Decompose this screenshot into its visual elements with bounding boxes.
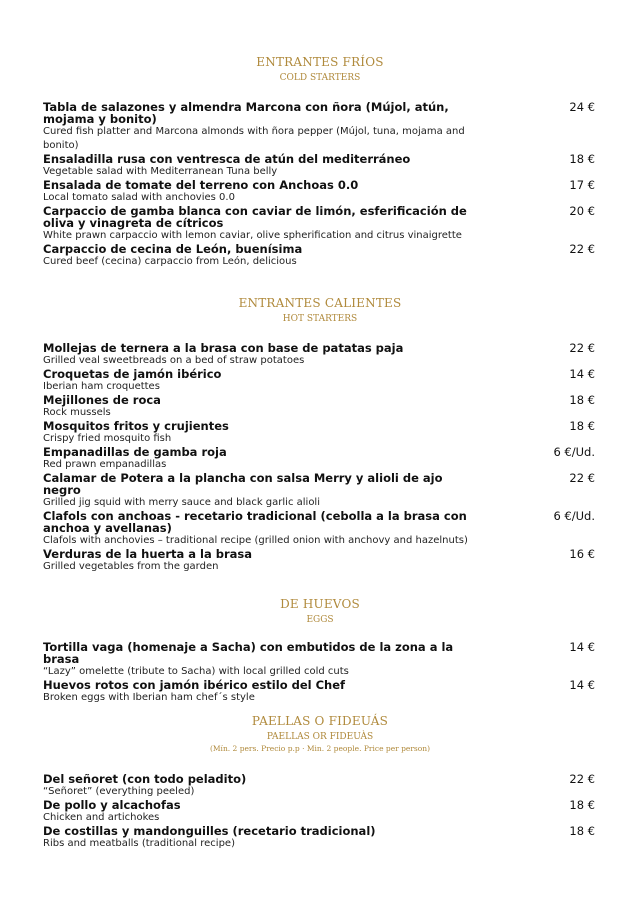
- item-name: Carpaccio de cecina de León, buenísima: [43, 242, 303, 256]
- item-description: Iberian ham croquettes: [43, 381, 160, 392]
- item-description: Vegetable salad with Mediterranean Tuna belly: [43, 166, 278, 177]
- item-description: Grilled jig squid with merry sauce and black garlic alioli: [43, 497, 320, 508]
- menu-item: [43, 641, 595, 679]
- item-name: De costillas y mandonguilles (recetario tradicional): [43, 824, 376, 838]
- item-name: Tabla de salazones y almendra Marcona con ñora (Mújol, atún, mojama y bonito): [43, 100, 449, 126]
- item-price: 14 €: [569, 640, 595, 654]
- item-name: De pollo y alcachofas: [43, 798, 181, 812]
- section-note: (Mín. 2 pers. Precio p.p · Min. 2 people. Price per person): [209, 744, 431, 753]
- menu-item: [43, 153, 595, 179]
- menu-item: [43, 179, 595, 205]
- section-subtitle: COLD STARTERS: [279, 73, 361, 83]
- item-price: 22 €: [569, 242, 595, 256]
- item-description: Broken eggs with Iberian ham chef´s style: [43, 692, 255, 703]
- section-title: PAELLAS O FIDEUÁS: [251, 714, 389, 728]
- item-description: “Lazy” omelette (tribute to Sacha) with local grilled cold cuts: [43, 666, 349, 677]
- menu-item: [43, 342, 595, 368]
- menu-item: [43, 420, 595, 446]
- item-price: 20 €: [569, 204, 595, 218]
- menu-item: [43, 446, 595, 472]
- item-description: Grilled veal sweetbreads on a bed of straw potatoes: [43, 355, 305, 366]
- item-price: 22 €: [569, 471, 595, 485]
- item-list: [43, 342, 595, 574]
- item-name: Verduras de la huerta a la brasa: [43, 547, 253, 561]
- item-name: Carpaccio de gamba blanca con caviar de limón, esferificación de oliva y vinagreta de cítricos: [43, 204, 467, 230]
- section-eggs: [0, 597, 640, 703]
- item-price: 6 €/Ud.: [553, 509, 595, 523]
- item-name: Ensalada de tomate del terreno con Anchoas 0.0: [43, 178, 359, 192]
- item-name: Croquetas de jamón ibérico: [43, 367, 222, 381]
- item-name: Empanadillas de gamba roja: [43, 445, 227, 459]
- item-description: White prawn carpaccio with lemon caviar, olive spherification and citrus vinaigrette: [43, 230, 462, 241]
- item-price: 22 €: [569, 341, 595, 355]
- menu-item: [43, 799, 595, 825]
- item-description: Local tomato salad with anchovies 0.0: [43, 192, 235, 203]
- section-title: DE HUEVOS: [280, 597, 360, 611]
- section-title: ENTRANTES CALIENTES: [238, 296, 402, 310]
- menu-item: [43, 368, 595, 394]
- item-name: Del señoret (con todo peladito): [43, 772, 247, 786]
- section-cold-starters: [0, 55, 640, 267]
- menu-item: [43, 825, 595, 851]
- item-list: [43, 773, 595, 851]
- item-list: [43, 641, 595, 705]
- item-list: [43, 101, 595, 269]
- item-name: Mollejas de ternera a la brasa con base de patatas paja: [43, 341, 404, 355]
- section-title: ENTRANTES FRÍOS: [256, 55, 384, 69]
- item-name: Tortilla vaga (homenaje a Sacha) con embutidos de la zona a la brasa: [43, 640, 454, 666]
- item-price: 22 €: [569, 772, 595, 786]
- section-hot-starters: [0, 296, 640, 572]
- menu-item: [43, 510, 595, 548]
- item-price: 18 €: [569, 798, 595, 812]
- item-name: Ensaladilla rusa con ventresca de atún del mediterráneo: [43, 152, 411, 166]
- item-price: 6 €/Ud.: [553, 445, 595, 459]
- menu-item: [43, 243, 595, 269]
- section-header: [0, 296, 640, 325]
- item-description: Rock mussels: [43, 407, 111, 418]
- item-price: 14 €: [569, 678, 595, 692]
- menu-item: [43, 773, 595, 799]
- item-description: Cured beef (cecina) carpaccio from León, delicious: [43, 256, 297, 267]
- item-name: Clafols con anchoas - recetario tradicional (cebolla a la brasa con anchoa y avellanas): [43, 509, 467, 535]
- section-header: [0, 714, 640, 754]
- section-header: [0, 55, 640, 84]
- menu-item: [43, 205, 595, 243]
- section-paellas: [0, 714, 640, 849]
- menu-item: [43, 394, 595, 420]
- item-description: Ribs and meatballs (traditional recipe): [43, 838, 235, 849]
- item-description: Grilled vegetables from the garden: [43, 561, 219, 572]
- item-price: 18 €: [569, 152, 595, 166]
- section-subtitle: EGGS: [306, 615, 334, 625]
- item-price: 16 €: [569, 547, 595, 561]
- item-price: 17 €: [569, 178, 595, 192]
- item-price: 14 €: [569, 367, 595, 381]
- section-subtitle: HOT STARTERS: [282, 314, 358, 324]
- menu-item: [43, 472, 595, 510]
- menu-item: [43, 548, 595, 574]
- item-description: Chicken and artichokes: [43, 812, 160, 823]
- section-subtitle: PAELLAS OR FIDEUÀS: [266, 732, 374, 742]
- item-price: 18 €: [569, 419, 595, 433]
- item-name: Mosquitos fritos y crujientes: [43, 419, 229, 433]
- item-price: 24 €: [569, 100, 595, 114]
- item-price: 18 €: [569, 824, 595, 838]
- item-description: Red prawn empanadillas: [43, 459, 167, 470]
- item-price: 18 €: [569, 393, 595, 407]
- item-description: “Señoret” (everything peeled): [43, 786, 195, 797]
- item-description: Crispy fried mosquito fish: [43, 433, 172, 444]
- menu-item: [43, 101, 595, 153]
- item-name: Mejillones de roca: [43, 393, 161, 407]
- item-name: Calamar de Potera a la plancha con salsa Merry y alioli de ajo negro: [43, 471, 443, 497]
- section-header: [0, 597, 640, 626]
- item-name: Huevos rotos con jamón ibérico estilo del Chef: [43, 678, 346, 692]
- item-description: Cured fish platter and Marcona almonds with ñora pepper (Mújol, tuna, mojama and bonito): [43, 126, 465, 151]
- menu-item: [43, 679, 595, 705]
- item-description: Clafols with anchovies – traditional recipe (grilled onion with anchovy and hazelnuts): [43, 535, 468, 546]
